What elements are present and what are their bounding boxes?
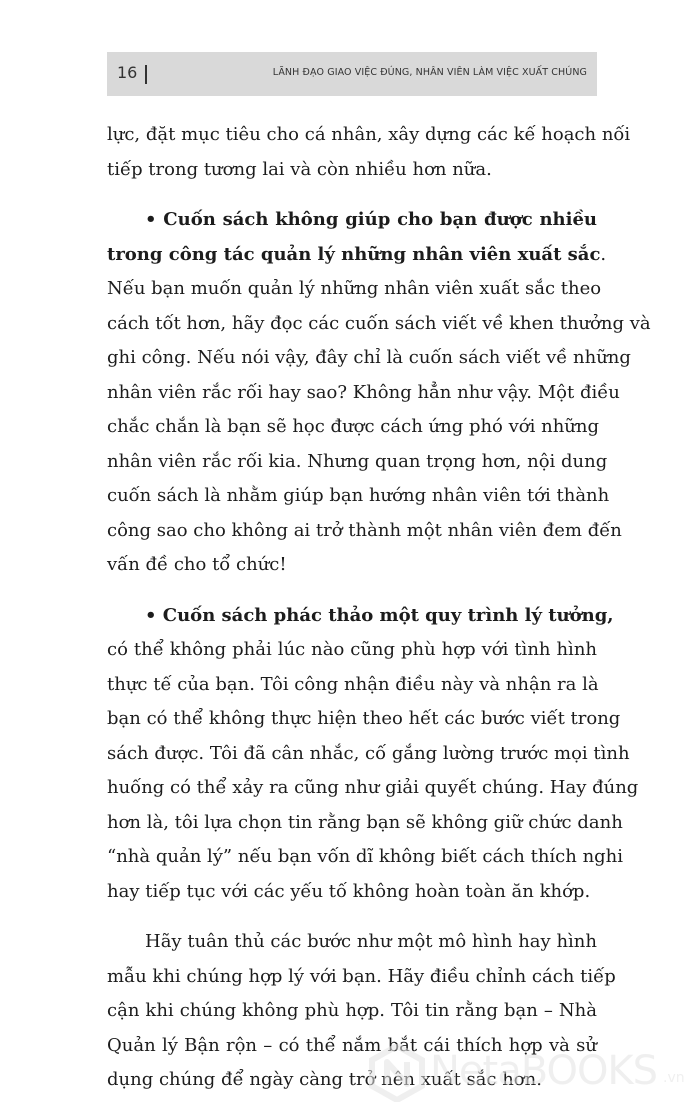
running-title: LÃNH ĐẠO GIAO VIỆC ĐÚNG, NHÂN VIÊN LÀM VIỆC XUẤT CHÚNG [272, 67, 587, 78]
text-line: nhân viên rắc rối kia. Nhưng quan trọng hơn, nội dung [107, 450, 608, 472]
text-line: vấn đề cho tổ chức! [107, 554, 287, 575]
running-header [107, 52, 597, 96]
bullet-heading: • Cuốn sách phác thảo một quy trình lý tưởng, [145, 604, 614, 626]
text-line: Nếu bạn muốn quản lý những nhân viên xuất sắc theo [107, 278, 602, 299]
netabooks-logo-icon [368, 1044, 426, 1102]
text-line: Quản lý Bận rộn – có thể nắm bắt cái thích hợp và sử [107, 1034, 597, 1056]
text-line: nhân viên rắc rối hay sao? Không hẳn như vậy. Một điều [107, 381, 620, 403]
page-body [107, 118, 651, 1098]
text-line: tiếp trong tương lai và còn nhiều hơn nữa. [107, 158, 492, 180]
text-line: công sao cho không ai trở thành một nhân viên đem đến [107, 519, 622, 541]
text-line: chắc chắn là bạn sẽ học được cách ứng phó với những [107, 416, 599, 437]
page-number: 16 [117, 63, 138, 82]
text-line: dụng chúng để ngày càng trở nên xuất sắc hơn. [107, 1069, 542, 1090]
text-line: lực, đặt mục tiêu cho cá nhân, xây dựng các kế hoạch nối [107, 124, 631, 145]
text-line: có thể không phải lúc nào cũng phù hợp với tình hình [107, 639, 597, 660]
text-line: hơn là, tôi lựa chọn tin rằng bạn sẽ không giữ chức danh [107, 811, 623, 833]
text-line: hay tiếp tục với các yếu tố không hoàn toàn ăn khớp. [107, 880, 591, 902]
text-line: cận khi chúng không phù hợp. Tôi tin rằng bạn – Nhà [107, 1000, 597, 1021]
text-line: thực tế của bạn. Tôi công nhận điều này và nhận ra là [107, 673, 599, 695]
watermark [368, 1042, 688, 1108]
bullet-heading: • Cuốn sách không giúp cho bạn được nhiều [145, 209, 597, 230]
bullet-heading-line [107, 238, 607, 273]
watermark-brand: NetaBOOKS [430, 1048, 658, 1094]
text-line: mẫu khi chúng hợp lý với bạn. Hãy điều chỉnh cách tiếp [107, 965, 616, 987]
text-line: sách được. Tôi đã cân nhắc, cố gắng lường trước mọi tình [107, 742, 630, 764]
header-divider [145, 65, 147, 84]
bullet-heading-text: trong công tác quản lý những nhân viên xuất sắc [107, 243, 601, 265]
text-line: huống có thể xảy ra cũng như giải quyết chúng. Hay đúng [107, 777, 639, 798]
text-line: ghi công. Nếu nói vậy, đây chỉ là cuốn sách viết về những [107, 347, 631, 368]
bullet-heading-tail: . [600, 243, 607, 265]
text-line: bạn có thể không thực hiện theo hết các bước viết trong [107, 708, 621, 729]
text-line: cách tốt hơn, hãy đọc các cuốn sách viết về khen thưởng và [107, 312, 651, 334]
text-line: Hãy tuân thủ các bước như một mô hình hay hình [145, 931, 597, 952]
text-line: “nhà quản lý” nếu bạn vốn dĩ không biết cách thích nghi [107, 846, 624, 867]
text-line: cuốn sách là nhằm giúp bạn hướng nhân viên tới thành [107, 485, 610, 506]
watermark-suffix: .vn [663, 1070, 685, 1086]
